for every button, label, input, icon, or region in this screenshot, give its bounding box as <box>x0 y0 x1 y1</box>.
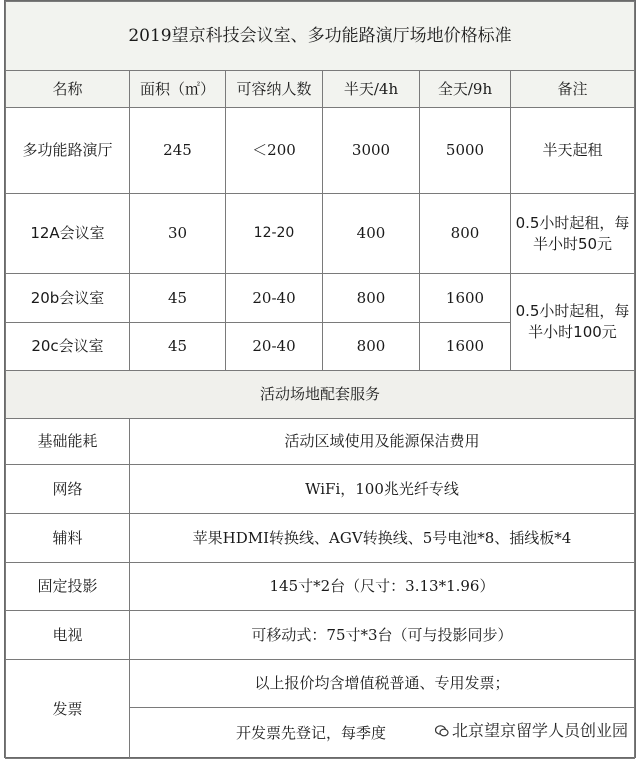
venue-note: 半天起租 <box>510 107 635 194</box>
service-label: 固定投影 <box>5 562 130 611</box>
service-label: 电视 <box>5 610 130 660</box>
header-note: 备注 <box>510 70 635 108</box>
venue-capacity: 20-40 <box>225 322 323 371</box>
venue-name: 多功能路演厅 <box>5 107 130 194</box>
venue-half-day-price: 3000 <box>322 107 420 194</box>
venue-half-day-price: 400 <box>322 193 420 274</box>
venue-full-day-price: 5000 <box>419 107 511 194</box>
venue-capacity: 12-20 <box>225 193 323 274</box>
services-section-title: 活动场地配套服务 <box>5 370 635 419</box>
table-title: 2019望京科技会议室、多功能路演厅场地价格标准 <box>5 1 635 71</box>
header-half-day: 半天/4h <box>322 70 420 108</box>
invoice-line-1: 以上报价均含增值税普通、专用发票； <box>129 659 635 708</box>
header-area: 面积（㎡） <box>129 70 226 108</box>
venue-name: 20c会议室 <box>5 322 130 371</box>
service-label: 基础能耗 <box>5 418 130 465</box>
venue-capacity: ＜200 <box>225 107 323 194</box>
venue-area: 45 <box>129 322 226 371</box>
price-table <box>4 0 636 758</box>
service-value: 可移动式：75寸*3台（可与投影同步） <box>129 610 635 660</box>
venue-note: 0.5小时起租，每半小时50元 <box>510 193 635 274</box>
venue-full-day-price: 800 <box>419 193 511 274</box>
wechat-icon <box>435 723 449 737</box>
shared-venue-note: 0.5小时起租，每半小时100元 <box>510 273 635 371</box>
header-full-day: 全天/9h <box>419 70 511 108</box>
header-capacity: 可容纳人数 <box>225 70 323 108</box>
service-value: WiFi，100兆光纤专线 <box>129 464 635 514</box>
invoice-label: 发票 <box>5 659 130 759</box>
watermark-text: 北京望京留学人员创业园 <box>451 721 628 740</box>
venue-area: 30 <box>129 193 226 274</box>
invoice-line-2: 开发票先登记，每季度 <box>129 707 635 759</box>
venue-area: 245 <box>129 107 226 194</box>
service-value: 苹果HDMI转换线、AGV转换线、5号电池*8、插线板*4 <box>129 513 635 563</box>
watermark <box>433 718 630 741</box>
venue-half-day-price: 800 <box>322 273 420 323</box>
venue-capacity: 20-40 <box>225 273 323 323</box>
service-label: 网络 <box>5 464 130 514</box>
venue-full-day-price: 1600 <box>419 273 511 323</box>
venue-name: 12A会议室 <box>5 193 130 274</box>
service-value: 145寸*2台（尺寸：3.13*1.96） <box>129 562 635 611</box>
service-label: 辅料 <box>5 513 130 563</box>
venue-area: 45 <box>129 273 226 323</box>
venue-half-day-price: 800 <box>322 322 420 371</box>
venue-name: 20b会议室 <box>5 273 130 323</box>
service-value: 活动区域使用及能源保洁费用 <box>129 418 635 465</box>
header-name: 名称 <box>5 70 130 108</box>
venue-full-day-price: 1600 <box>419 322 511 371</box>
